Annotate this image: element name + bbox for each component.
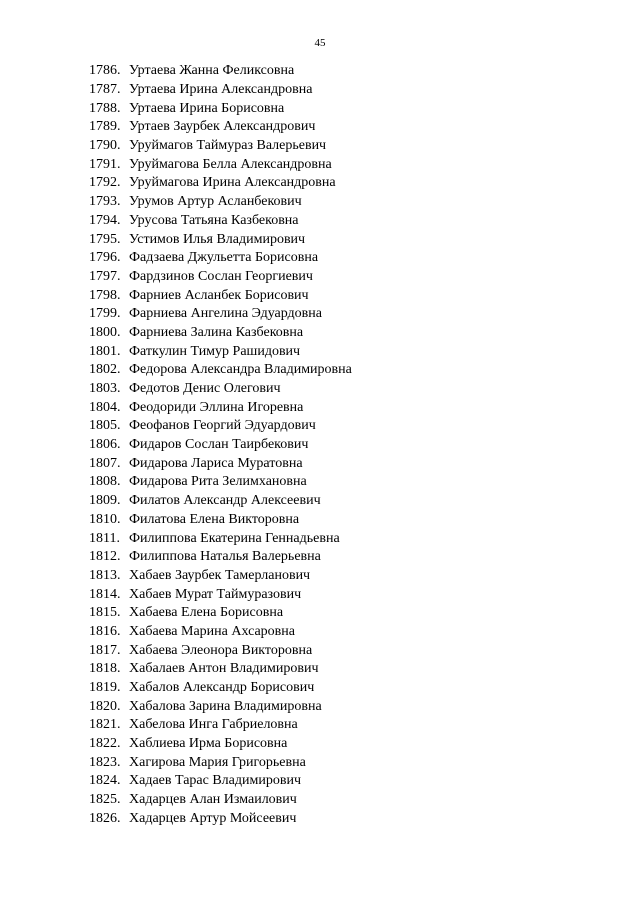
list-item — [89, 417, 352, 436]
list-item-number: 1794. — [89, 212, 121, 228]
list-item-name: Устимов Илья Владимирович — [129, 231, 306, 247]
list-item-number: 1812. — [89, 549, 121, 565]
list-item-number: 1791. — [89, 156, 121, 172]
list-item-number: 1801. — [89, 343, 121, 359]
list-item-name: Филиппова Наталья Валерьевна — [129, 549, 321, 565]
list-item-name: Фарниев Асланбек Борисович — [129, 287, 309, 303]
list-item-name: Хабелова Инга Габриеловна — [129, 717, 298, 733]
list-item-number: 1787. — [89, 82, 121, 98]
list-item-name: Феодориди Эллина Игоревна — [129, 399, 304, 415]
list-item-name: Уртаева Ирина Борисовна — [129, 100, 285, 116]
list-item — [89, 454, 352, 473]
list-item — [89, 286, 352, 305]
list-item-number: 1825. — [89, 792, 121, 808]
list-item-name: Хаблиева Ирма Борисовна — [129, 736, 288, 752]
list-item — [89, 174, 352, 193]
list-item-name: Фидарова Рита Зелимхановна — [129, 474, 307, 490]
page-number: 45 — [314, 37, 326, 49]
list-item-number: 1816. — [89, 623, 121, 639]
list-item-name: Филатов Александр Алексеевич — [129, 493, 321, 509]
list-item-number: 1805. — [89, 418, 121, 434]
list-item-name: Хадарцев Артур Мойсеевич — [129, 810, 297, 826]
list-item — [89, 679, 352, 698]
list-item — [89, 137, 352, 156]
list-item — [89, 604, 352, 623]
list-item — [89, 772, 352, 791]
list-item-name: Хабаева Марина Ахсаровна — [129, 623, 295, 639]
list-item — [89, 585, 352, 604]
list-item — [89, 361, 352, 380]
list-item — [89, 118, 352, 137]
list-item-number: 1789. — [89, 119, 121, 135]
list-item-name: Фадзаева Джульетта Борисовна — [129, 250, 319, 266]
list-item-name: Уруймагова Ирина Александровна — [129, 175, 336, 191]
list-item-number: 1786. — [89, 63, 121, 79]
list-item-number: 1799. — [89, 306, 121, 322]
list-item — [89, 212, 352, 231]
list-item — [89, 324, 352, 343]
list-item-number: 1797. — [89, 268, 121, 284]
list-item — [89, 398, 352, 417]
list-item — [89, 529, 352, 548]
list-item — [89, 436, 352, 455]
list-item — [89, 81, 352, 100]
list-item — [89, 716, 352, 735]
list-item-name: Фидарова Лариса Муратовна — [129, 455, 303, 471]
list-item-number: 1809. — [89, 493, 121, 509]
list-item-number: 1808. — [89, 474, 121, 490]
list-item — [89, 99, 352, 118]
list-item — [89, 511, 352, 530]
list-item — [89, 230, 352, 249]
list-item — [89, 567, 352, 586]
list-item-number: 1807. — [89, 455, 121, 471]
list-item — [89, 380, 352, 399]
list-item — [89, 697, 352, 716]
list-item-name: Хабалов Александр Борисович — [129, 680, 315, 696]
list-item-name: Уртаева Ирина Александровна — [129, 82, 313, 98]
list-item-name: Феофанов Георгий Эдуардович — [129, 418, 316, 434]
list-item-number: 1798. — [89, 287, 121, 303]
name-list — [89, 62, 352, 828]
list-item-number: 1796. — [89, 250, 121, 266]
list-item — [89, 249, 352, 268]
list-item-name: Фарниева Залина Казбековна — [129, 324, 304, 340]
list-item — [89, 623, 352, 642]
list-item-number: 1788. — [89, 100, 121, 116]
list-item-name: Хабалаев Антон Владимирович — [129, 661, 319, 677]
list-item-name: Хабаева Елена Борисовна — [129, 605, 284, 621]
list-item-number: 1795. — [89, 231, 121, 247]
list-item-name: Хабаева Элеонора Викторовна — [129, 642, 313, 658]
list-item-name: Хадарцев Алан Измаилович — [129, 792, 297, 808]
list-item — [89, 193, 352, 212]
list-item-number: 1820. — [89, 698, 121, 714]
list-item-name: Урусова Татьяна Казбековна — [129, 212, 299, 228]
list-item-number: 1823. — [89, 754, 121, 770]
list-item-number: 1806. — [89, 437, 121, 453]
list-item-number: 1810. — [89, 511, 121, 527]
list-item-name: Фаткулин Тимур Рашидович — [129, 343, 301, 359]
list-item-name: Филатова Елена Викторовна — [129, 511, 300, 527]
list-item-number: 1815. — [89, 605, 121, 621]
list-item-number: 1802. — [89, 362, 121, 378]
list-item-name: Уртаева Жанна Феликсовна — [129, 63, 295, 79]
list-item-name: Уртаев Заурбек Александрович — [129, 119, 316, 135]
list-item — [89, 641, 352, 660]
list-item-number: 1790. — [89, 138, 121, 154]
list-item-number: 1822. — [89, 736, 121, 752]
list-item-number: 1824. — [89, 773, 121, 789]
list-item — [89, 492, 352, 511]
list-item-number: 1814. — [89, 586, 121, 602]
list-item-number: 1826. — [89, 810, 121, 826]
list-item — [89, 735, 352, 754]
list-item — [89, 753, 352, 772]
list-item — [89, 660, 352, 679]
list-item-name: Фарниева Ангелина Эдуардовна — [129, 306, 322, 322]
list-item-name: Хабаев Заурбек Тамерланович — [129, 567, 311, 583]
list-item-name: Хагирова Мария Григорьевна — [129, 754, 306, 770]
list-item-number: 1819. — [89, 680, 121, 696]
list-item — [89, 155, 352, 174]
list-item-number: 1817. — [89, 642, 121, 658]
list-item-name: Урумов Артур Асланбекович — [129, 194, 302, 210]
list-item-name: Федорова Александра Владимировна — [129, 362, 352, 378]
list-item — [89, 305, 352, 324]
list-item-name: Уруймагов Таймураз Валерьевич — [129, 138, 327, 154]
list-item — [89, 810, 352, 829]
list-item — [89, 791, 352, 810]
list-item — [89, 268, 352, 287]
list-item-number: 1793. — [89, 194, 121, 210]
list-item-number: 1821. — [89, 717, 121, 733]
list-item-name: Фардзинов Сослан Георгиевич — [129, 268, 313, 284]
list-item-name: Фидаров Сослан Таирбекович — [129, 437, 309, 453]
list-item-number: 1792. — [89, 175, 121, 191]
list-item-name: Хабаев Мурат Таймуразович — [129, 586, 302, 602]
list-item-name: Хадаев Тарас Владимирович — [129, 773, 301, 789]
list-item-number: 1811. — [89, 530, 120, 546]
list-item-name: Филиппова Екатерина Геннадьевна — [129, 530, 340, 546]
list-item-name: Уруймагова Белла Александровна — [129, 156, 332, 172]
list-item-number: 1800. — [89, 324, 121, 340]
list-item-number: 1803. — [89, 381, 121, 397]
list-item-number: 1804. — [89, 399, 121, 415]
list-item — [89, 62, 352, 81]
list-item — [89, 342, 352, 361]
list-item — [89, 548, 352, 567]
list-item-number: 1818. — [89, 661, 121, 677]
list-item-name: Федотов Денис Олегович — [129, 381, 281, 397]
list-item-name: Хабалова Зарина Владимировна — [129, 698, 322, 714]
list-item-number: 1813. — [89, 567, 121, 583]
list-item — [89, 473, 352, 492]
